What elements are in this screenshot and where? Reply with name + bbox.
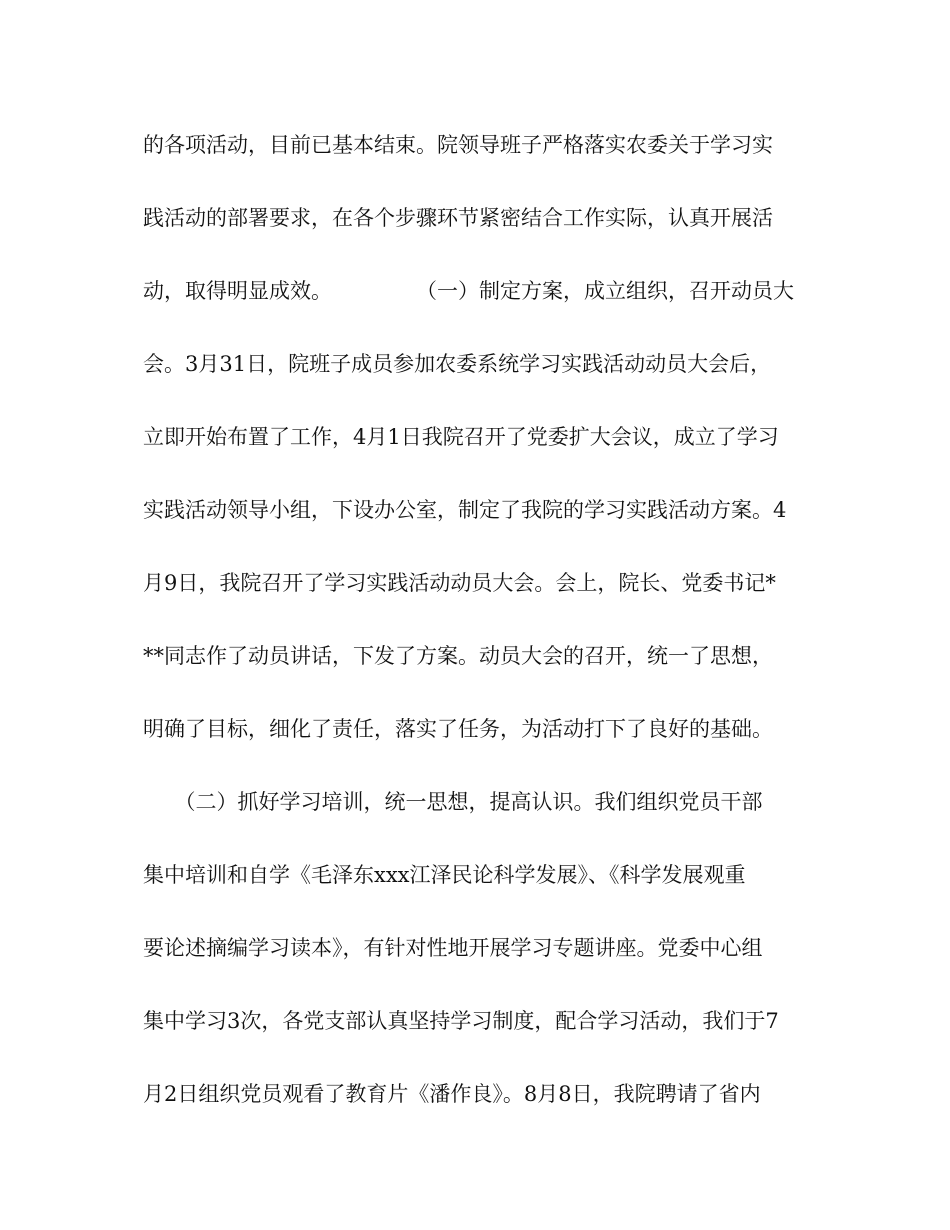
text-line: 的各项活动，目前已基本结束。院领导班子严格落实农委关于学习实	[143, 133, 773, 157]
text-line: 实践活动领导小组，下设办公室，制定了我院的学习实践活动方案。4	[143, 498, 787, 522]
text-line: 明确了目标，细化了责任，落实了任务，为活动打下了良好的基础。	[143, 717, 773, 741]
text-line: 月9日，我院召开了学习实践活动动员大会。会上，院长、党委书记*	[143, 571, 776, 595]
text-line: 立即开始布置了工作，4月1日我院召开了党委扩大会议，成立了学习	[143, 425, 779, 449]
text-line: 践活动的部署要求，在各个步骤环节紧密结合工作实际，认真开展活	[143, 206, 773, 230]
text-line: 要论述摘编学习读本》，有针对性地开展学习专题讲座。党委中心组	[143, 936, 763, 960]
text-line: **同志作了动员讲话，下发了方案。动员大会的召开，统一了思想，	[143, 644, 773, 668]
text-line: 动，取得明显成效。 （一）制定方案，成立组织，召开动员大	[143, 279, 794, 303]
text-line: 集中学习3次，各党支部认真坚持学习制度，配合学习活动，我们于7	[143, 1009, 779, 1033]
text-line: 集中培训和自学《毛泽东xxx江泽民论科学发展》、《科学发展观重	[143, 863, 746, 887]
text-line: 月2日组织党员观看了教育片《潘作良》。8月8日，我院聘请了省内	[143, 1082, 761, 1106]
text-line: （二）抓好学习培训，统一思想，提高认识。我们组织党员干部	[143, 790, 763, 814]
text-line: 会。3月31日，院班子成员参加农委系统学习实践活动动员大会后，	[143, 352, 772, 376]
